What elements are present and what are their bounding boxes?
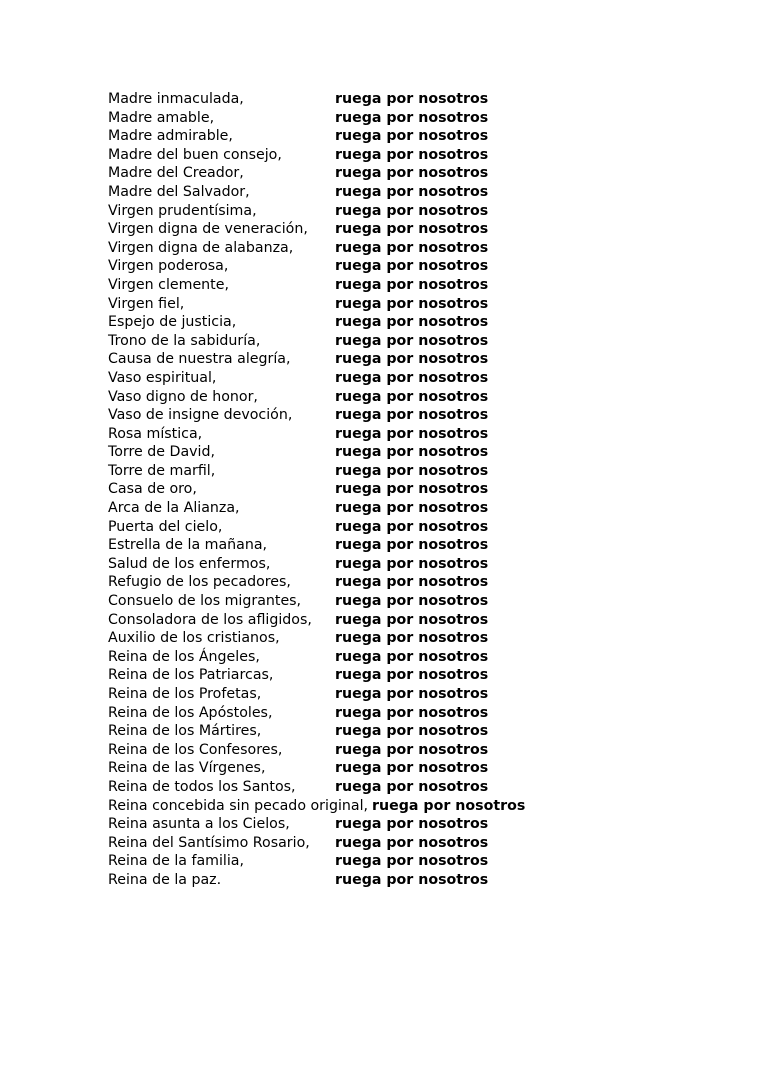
response-text: ruega por nosotros: [335, 444, 489, 461]
invocation-text: Estrella de la mañana,: [108, 537, 268, 554]
litany-line: [108, 146, 728, 165]
invocation-text: Virgen digna de alabanza,: [108, 239, 294, 256]
invocation-text: Reina del Santísimo Rosario,: [108, 834, 310, 851]
litany-line: [108, 648, 728, 667]
response-text: ruega por nosotros: [335, 369, 489, 386]
response-text: ruega por nosotros: [335, 295, 489, 312]
response-text: ruega por nosotros: [335, 611, 489, 628]
litany-line: [108, 629, 728, 648]
litany-line: [108, 797, 728, 816]
response-text: ruega por nosotros: [335, 239, 489, 256]
litany-line: [108, 388, 728, 407]
response-text: ruega por nosotros: [335, 537, 489, 554]
litany-line: [108, 499, 728, 518]
response-text: ruega por nosotros: [335, 816, 489, 833]
response-text: ruega por nosotros: [335, 332, 489, 349]
litany-line: [108, 759, 728, 778]
litany-line: [108, 666, 728, 685]
response-text: ruega por nosotros: [335, 853, 489, 870]
response-text: ruega por nosotros: [335, 500, 489, 517]
litany-line: [108, 592, 728, 611]
invocation-text: Virgen digna de veneración,: [108, 221, 308, 238]
litany-line: [108, 443, 728, 462]
response-text: ruega por nosotros: [335, 686, 489, 702]
response-text: ruega por nosotros: [335, 276, 489, 293]
invocation-text: Trono de la sabiduría,: [108, 332, 261, 349]
response-text: ruega por nosotros: [335, 871, 489, 888]
response-text: ruega por nosotros: [335, 760, 489, 777]
invocation-text: Madre del Creador,: [108, 165, 244, 182]
litany-line: [108, 555, 728, 574]
litany-line: [108, 220, 728, 239]
response-text: ruega por nosotros: [335, 630, 489, 647]
invocation-text: Espejo de justicia,: [108, 314, 237, 331]
litany-line: [108, 704, 728, 723]
response-text: ruega por nosotros: [335, 165, 489, 182]
invocation-text: Madre amable,: [108, 109, 215, 126]
litany-line: [108, 722, 728, 741]
response-text: ruega por nosotros: [335, 128, 489, 145]
invocation-text: Rosa mística,: [108, 425, 203, 442]
invocation-text: Madre del Salvador,: [108, 183, 250, 200]
invocation-text: Refugio de los pecadores,: [108, 574, 291, 591]
response-text: ruega por nosotros: [335, 481, 489, 498]
litany-line: [108, 202, 728, 221]
invocation-text: Torre de David,: [108, 444, 215, 461]
litany-line: [108, 295, 728, 314]
response-text: ruega por nosotros: [335, 202, 489, 219]
invocation-text: Reina de la familia,: [108, 853, 245, 870]
response-text: ruega por nosotros: [335, 648, 489, 665]
invocation-text: Vaso digno de honor,: [108, 388, 258, 405]
response-text: ruega por nosotros: [372, 797, 526, 814]
response-text: ruega por nosotros: [335, 183, 489, 200]
litany-line: [108, 164, 728, 183]
litany-line: [108, 778, 728, 797]
invocation-text: Consoladora de los afligidos,: [108, 611, 312, 628]
response-text: ruega por nosotros: [335, 221, 489, 238]
response-text: ruega por nosotros: [335, 778, 489, 795]
response-text: ruega por nosotros: [335, 723, 489, 740]
invocation-text: Reina de los Ángeles,: [108, 648, 260, 665]
response-text: ruega por nosotros: [335, 518, 489, 535]
invocation-text: Virgen poderosa,: [108, 258, 229, 275]
response-text: ruega por nosotros: [335, 555, 489, 572]
invocation-text: Reina de los Patriarcas,: [108, 667, 274, 684]
litany-line: [108, 871, 728, 890]
invocation-text: Torre de marfil,: [108, 462, 216, 479]
litany-line: [108, 350, 728, 369]
litany-line: [108, 90, 728, 109]
invocation-text: Consuelo de los migrantes,: [108, 593, 302, 610]
invocation-text: Virgen clemente,: [108, 276, 229, 293]
invocation-text: Reina de los Profetas,: [108, 686, 262, 702]
response-text: ruega por nosotros: [335, 574, 489, 591]
litany-line: [108, 611, 728, 630]
invocation-text: Reina concebida sin pecado original,: [108, 797, 369, 814]
response-text: ruega por nosotros: [335, 351, 489, 368]
invocation-text: Casa de oro,: [108, 481, 197, 498]
response-text: ruega por nosotros: [335, 834, 489, 851]
invocation-text: Vaso espiritual,: [108, 369, 217, 386]
litany-line: [108, 406, 728, 425]
invocation-text: Reina de los Confesores,: [108, 741, 283, 758]
litany-line: [108, 127, 728, 146]
litany-line: [108, 685, 728, 704]
invocation-text: Madre del buen consejo,: [108, 146, 282, 163]
invocation-text: Reina de la paz.: [108, 871, 222, 888]
litany-line: [108, 480, 728, 499]
invocation-text: Puerta del cielo,: [108, 518, 223, 535]
response-text: ruega por nosotros: [335, 314, 489, 331]
response-text: ruega por nosotros: [335, 109, 489, 126]
litany-list: [108, 90, 728, 890]
invocation-text: Madre inmaculada,: [108, 91, 244, 107]
invocation-text: Reina de los Apóstoles,: [108, 704, 273, 721]
response-text: ruega por nosotros: [335, 91, 489, 107]
response-text: ruega por nosotros: [335, 667, 489, 684]
litany-line: [108, 852, 728, 871]
response-text: ruega por nosotros: [335, 593, 489, 610]
response-text: ruega por nosotros: [335, 146, 489, 163]
litany-line: [108, 313, 728, 332]
litany-line: [108, 369, 728, 388]
invocation-text: Causa de nuestra alegría,: [108, 351, 291, 368]
litany-line: [108, 276, 728, 295]
litany-line: [108, 257, 728, 276]
invocation-text: Virgen fiel,: [108, 295, 185, 312]
litany-line: [108, 573, 728, 592]
litany-line: [108, 518, 728, 537]
invocation-text: Reina de las Vírgenes,: [108, 760, 266, 777]
invocation-text: Reina de todos los Santos,: [108, 778, 296, 795]
litany-line: [108, 536, 728, 555]
invocation-text: Auxilio de los cristianos,: [108, 630, 280, 647]
invocation-text: Madre admirable,: [108, 128, 233, 145]
litany-line: [108, 815, 728, 834]
invocation-text: Reina asunta a los Cielos,: [108, 816, 290, 833]
litany-line: [108, 109, 728, 128]
litany-line: [108, 332, 728, 351]
litany-line: [108, 239, 728, 258]
invocation-text: Salud de los enfermos,: [108, 555, 271, 572]
response-text: ruega por nosotros: [335, 462, 489, 479]
invocation-text: Reina de los Mártires,: [108, 723, 262, 740]
invocation-text: Virgen prudentísima,: [108, 202, 257, 219]
litany-line: [108, 462, 728, 481]
response-text: ruega por nosotros: [335, 407, 489, 424]
litany-line: [108, 425, 728, 444]
litany-line: [108, 834, 728, 853]
invocation-text: Arca de la Alianza,: [108, 500, 240, 517]
response-text: ruega por nosotros: [335, 258, 489, 275]
litany-line: [108, 183, 728, 202]
response-text: ruega por nosotros: [335, 425, 489, 442]
response-text: ruega por nosotros: [335, 704, 489, 721]
response-text: ruega por nosotros: [335, 388, 489, 405]
response-text: ruega por nosotros: [335, 741, 489, 758]
invocation-text: Vaso de insigne devoción,: [108, 407, 293, 424]
litany-line: [108, 741, 728, 760]
